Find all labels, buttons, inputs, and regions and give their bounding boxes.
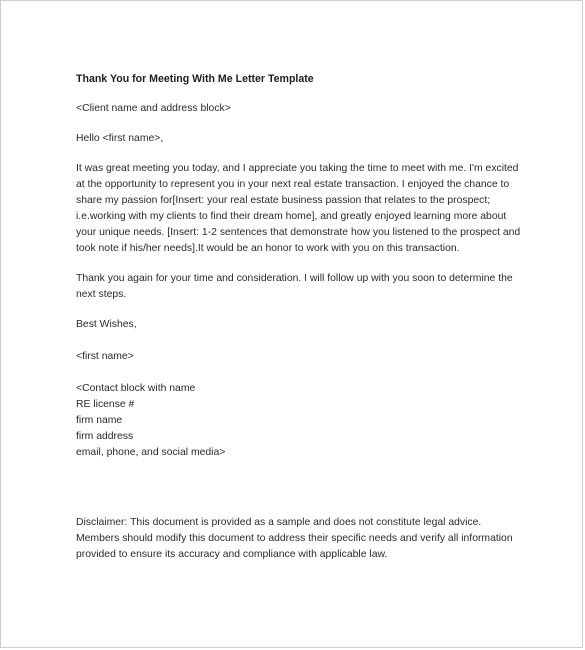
document-title: Thank You for Meeting With Me Letter Template (76, 73, 314, 85)
contact-line: firm address (76, 431, 134, 442)
body-paragraph-1: It was great meeting you today, and I appreciate you taking the time to meet with me. I'm excited at the opportunity to represent you in your next real estate transaction. I enjoyed the chance to share my passion for[Insert: your real estate business passion that relates to the prospect; i.e.working with my clients to find their dream home], and greatly enjoyed learning more about your unique needs. [Insert: 1-2 sentences that demonstrate how you listened to the prospect and took note if his/her needs].It would be an honor to work with you on this transaction. (76, 163, 521, 254)
contact-line: email, phone, and social media> (76, 447, 226, 458)
letter-content (76, 71, 521, 563)
disclaimer: Disclaimer: This document is provided as a sample and does not constitute legal advice. Members should modify this document to address their specific needs and verify all information provided to ensure its accuracy and compliance with applicable law. (76, 517, 513, 560)
signature-name: <first name> (76, 351, 134, 362)
closing: Best Wishes, (76, 319, 137, 330)
client-address-block: <Client name and address block> (76, 103, 231, 114)
contact-line: firm name (76, 415, 123, 426)
contact-line: <Contact block with name (76, 383, 196, 394)
greeting: Hello <first name>, (76, 133, 164, 144)
body-paragraph-2: Thank you again for your time and consideration. I will follow up with you soon to determine the next steps. (76, 273, 513, 300)
contact-line: RE license # (76, 399, 135, 410)
contact-block (76, 381, 521, 461)
